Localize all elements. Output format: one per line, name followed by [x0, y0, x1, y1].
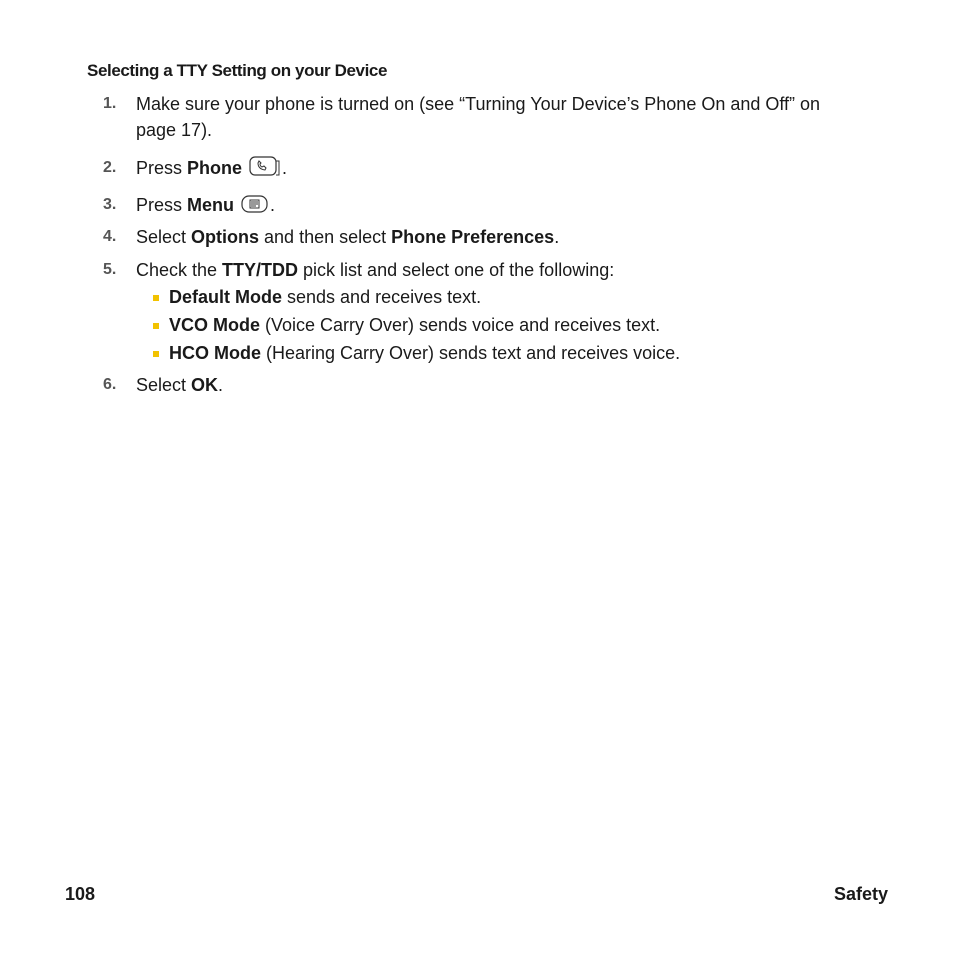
phone-key-icon: [248, 155, 282, 184]
menu-key-icon: [240, 194, 270, 221]
step-text: Make sure your phone is turned on (see “Turning Your Device’s Phone On and Off” on page 17).: [136, 94, 821, 140]
section-name: Safety: [833, 884, 888, 904]
step-text: Check the TTY/TDD pick list and select one of the following:: [136, 260, 615, 280]
bullet-icon: [153, 351, 159, 357]
step-text: Press Phone .: [136, 155, 888, 184]
bullet-icon: [153, 295, 159, 301]
option-hco-mode: HCO Mode (Hearing Carry Over) sends text and receives voice.: [169, 343, 681, 363]
step-6: [0, 372, 954, 400]
step-4: [0, 224, 954, 252]
page-number: 108: [65, 884, 96, 904]
step-1: [0, 91, 954, 143]
step-number: 5.: [103, 261, 117, 278]
step-number: 6.: [103, 376, 117, 393]
step-5: [0, 257, 954, 285]
step-text: Select OK.: [136, 375, 224, 395]
step-2: [0, 155, 954, 183]
step-number: 2.: [103, 159, 117, 176]
option-default-mode: Default Mode sends and receives text.: [169, 287, 482, 307]
step-text: Select Options and then select Phone Preferences.: [136, 227, 560, 247]
step-number: 3.: [103, 196, 117, 213]
step-3: [0, 192, 954, 220]
step-number: 4.: [103, 228, 117, 245]
option-vco-mode: VCO Mode (Voice Carry Over) sends voice and receives text.: [169, 315, 661, 335]
step-number: 1.: [103, 95, 117, 112]
bullet-icon: [153, 323, 159, 329]
step-text: Press Menu .: [136, 192, 888, 221]
section-heading: Selecting a TTY Setting on your Device: [87, 61, 388, 80]
